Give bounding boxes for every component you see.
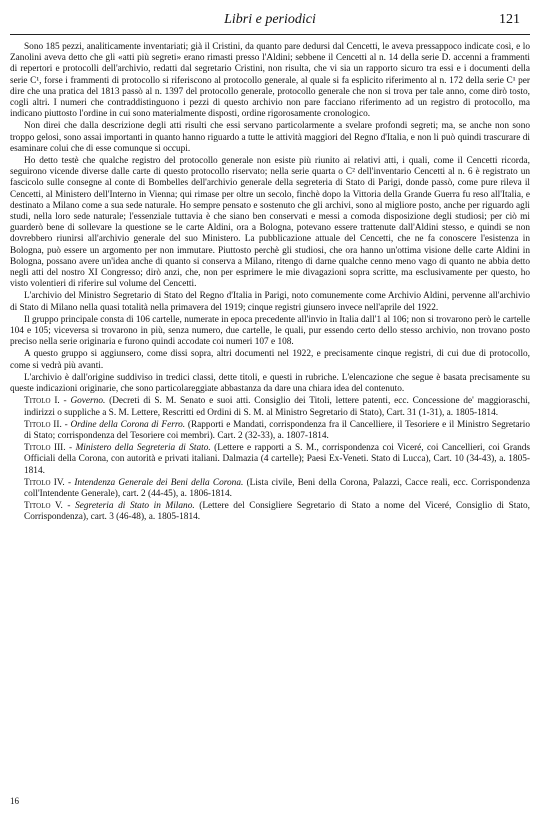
- paragraph: L'archivio del Ministro Segretario di Stato del Regno d'Italia in Parigi, noto comunemente come Archivio Aldini, pervenne all'archivio di Stato di Milano nella quasi totalità nella primavera del 1919; cinque registri giunsero invece nell'aprile del 1922.: [10, 291, 530, 313]
- titolo-name: Ordine della Corona di Ferro.: [70, 419, 186, 430]
- paragraph: A questo gruppo si aggiunsero, come dissi sopra, altri documenti nel 1922, e precisamente cinque registri, di cui due di protocollo, come si vedrà più avanti.: [10, 349, 530, 371]
- titolo-text: (Lista civile, Beni della Corona, Palazzi, Cacce reali, ecc. Corrispondenza coll'Intendente Generale), cart. 2 (44-45), a. 1806-1814.: [24, 477, 531, 499]
- paragraph: Non direi che dalla descrizione degli atti risulti che essi servano particolarmente a svelare profondi segreti; ma, se anche non sono troppo gelosi, sono assai importanti in quanto hanno riguardo a tutte le attività maggiori del Regno d'Italia, e non li può quindi trascurare di esaminare colui che di esse comunque si occupi.: [10, 121, 530, 154]
- running-header: [10, 12, 530, 35]
- titolo-entry: Titolo III. - Ministero della Segreteria di Stato. (Lettere e rapporti a S. M., corrispondenza coi Viceré, coi Cancellieri, coi Grands Officiali della Corona, con autorità e privati italiani. Dalmazia (4 cartelle); Paesi Ex-Veneti. Stato di Lucca), Cart. 10 (34-43), a. 1805-1814.: [24, 443, 531, 476]
- running-title: Libri e periodici: [224, 12, 316, 27]
- titolo-entry: Titolo I. - Governo. (Decreti di S. M. Senato e suoi atti. Consiglio dei Titoli, lettere patenti, ecc. Concessione de' maggioraschi, indirizzi o suppliche a S. M. Lettere, Rescritti ed Ordini di S. M. al Ministro Segretario di Stato), Cart. 31 (1-31), a. 1805-1814.: [24, 396, 530, 418]
- paragraph: Sono 185 pezzi, analiticamente inventariati; già il Cristini, da quanto pare dedursi dal Cencetti, le aveva pressappoco indicate così, e lo Zanolini aveva detto che gli «atti più segreti» erano rimasti presso l'Aldini; sebbene il Cencetti al n. 14 della serie D. accenni a frammenti di repertori e protocolli dell'archivio, redatti dal segretario Cristini, non risulta, che vi sia un rapporto sicuro tra essi e i documenti della serie C¹, forse i frammenti di protocollo si riferiscono al protocollo generale, al quale si fa esplicito riferimento al n. 172 della serie C¹ per dire che una pratica del 1813 passò al n. 1397 del protocollo generale, protocollo generale che non si trova per tale anno, come dirò tosto, cogli altri. I numeri che contraddistinguono i pezzi di questo archivio non pare facciano riferimento ad un registro di protocollo, ma indicano piuttosto l'ordine in cui sono materialmente disposti, ordine rigorosamente cronologico.: [10, 42, 530, 120]
- titolo-label: Titolo III.: [24, 443, 66, 454]
- titolo-label: Titolo V.: [24, 501, 63, 512]
- paragraph: L'archivio è dall'origine suddiviso in tredici classi, dette titoli, e questi in rubriche. L'elencazione che segue è basata precisamente su queste indicazioni originarie, che sono particolareggiate abbastanza da dare una chiara idea del contenuto.: [10, 372, 530, 395]
- titolo-label: Titolo I.: [24, 396, 60, 407]
- titolo-text: (Decreti di S. M. Senato e suoi atti. Consiglio dei Titoli, lettere patenti, ecc. Concessione de' maggioraschi, indirizzi o suppliche a S. M. Lettere, Rescritti ed Ordini di S. M. al Ministro Segretario di Stato), Cart. 31 (1-31), a. 1805-1814.: [24, 396, 530, 418]
- titolo-name: Segreteria di Stato in Milano.: [75, 501, 195, 512]
- titolo-text: (Lettere e rapporti a S. M., corrispondenza coi Viceré, coi Cancellieri, coi Grands Officiali della Corona, con autorità e privati italiani. Dalmazia (4 cartelle); Paesi Ex-Veneti. Stato di Lucca), Cart. 10 (34-43), a. 1805-1814.: [24, 443, 531, 476]
- titolo-name: Ministero della Segreteria di Stato.: [75, 443, 211, 454]
- titolo-label: Titolo II.: [24, 419, 62, 430]
- page-number: 121: [499, 12, 520, 27]
- paragraph: Il gruppo principale consta di 106 cartelle, numerate in epoca precedente all'invio in Italia dall'1 al 106; non si trovarono però le cartelle 104 e 105; viceversa si trovarono in più, senza numero, due cartelle, le quali, pur essendo certo dello stesso archivio, non trovano posto preciso nella serie originaria e furono quindi accodate coi numeri 107 e 108.: [10, 314, 530, 348]
- titolo-name: Intendenza Generale dei Beni della Corona.: [74, 477, 244, 488]
- paragraph: Ho detto testè che qualche registro del protocollo generale non esiste più riunito ai relativi atti, i quali, come il Cencetti ricorda, seguirono vicende diverse dalle carte di questo protocollo riservato; nella serie quarta o C² dell'inventario Cencetti al n. 6 è registrato un fascicolo sulle consegne al conte di Bombelles dell'archivio generale della segreteria di Stato di Parigi, donde passò, come pure rileva il Cencetti, al Ministero dell'Interno in Vienna; qui rimase per oltre un secolo, finchè dopo la Vittoria della Grande Guerra fu reso all'Italia, e destinato a Milano come a sua sede naturale. Ho sempre pensato e sostenuto che gli archivi, sono al migliore posto, anche per riguardo agli studi, nella loro sede naturale; l'essenziale tuttavia è che siano ben conservati e messi a comoda disposizione degli studiosi; per ciò mi guarderò bene di sollevare la questione se le carte Aldini, ora a Bologna, potevano essere trattenute dall'Aldini stesso, e quindi se non dovrebbero riunirsi all'archivio generale del suo Ministero. La pubblicazione attuale del Cencetti, che ne fa conoscere l'esistenza in Bologna, può essere un argomento per non immutare. Piuttosto perchè gli studiosi, che ora hanno un'ottima visione delle carte Aldini in Bologna, possano avere un'idea anche di quanto si conserva a Milano, ritengo di darne qualche cenno meno vago di quanto ne abbia detto negli atti del nostro XI Congresso; dirò anzi, che, non per esprimere le mie divagazioni sopra scritte, ma esclusivamente per questo, ho visto volentieri di riferire sul volume del Cencetti.: [10, 156, 530, 290]
- titolo-text: (Lettere del Consigliere Segretario di Stato a nome del Viceré, Consiglio di Stato, Corrispondenza), cart. 3 (46-48), a. 1805-1814.: [24, 501, 531, 523]
- titolo-text: (Rapporti e Mandati, corrispondenza fra il Cancelliere, il Tesoriere e il Ministro Segretario di Stato; corrispondenza del Tesoriere coi membri). Cart. 2 (32-33), a. 1807-1814.: [24, 419, 530, 441]
- body-text: [10, 42, 530, 524]
- titolo-entry: Titolo II. - Ordine della Corona di Ferro. (Rapporti e Mandati, corrispondenza fra il Cancelliere, il Tesoriere e il Ministro Segretario di Stato; corrispondenza del Tesoriere coi membri). Cart. 2 (32-33), a. 1807-1814.: [24, 419, 530, 441]
- titolo-entry: Titolo V. - Segreteria di Stato in Milano. (Lettere del Consigliere Segretario di Stato a nome del Viceré, Consiglio di Stato, Corrispondenza), cart. 3 (46-48), a. 1805-1814.: [24, 501, 531, 523]
- signature-mark: 16: [10, 796, 19, 806]
- titolo-entry: Titolo IV. - Intendenza Generale dei Beni della Corona. (Lista civile, Beni della Corona, Palazzi, Cacce reali, ecc. Corrispondenza coll'Intendente Generale), cart. 2 (44-45), a. 1806-1814.: [24, 477, 531, 499]
- titolo-name: Governo.: [70, 396, 106, 407]
- titolo-label: Titolo IV.: [24, 477, 65, 488]
